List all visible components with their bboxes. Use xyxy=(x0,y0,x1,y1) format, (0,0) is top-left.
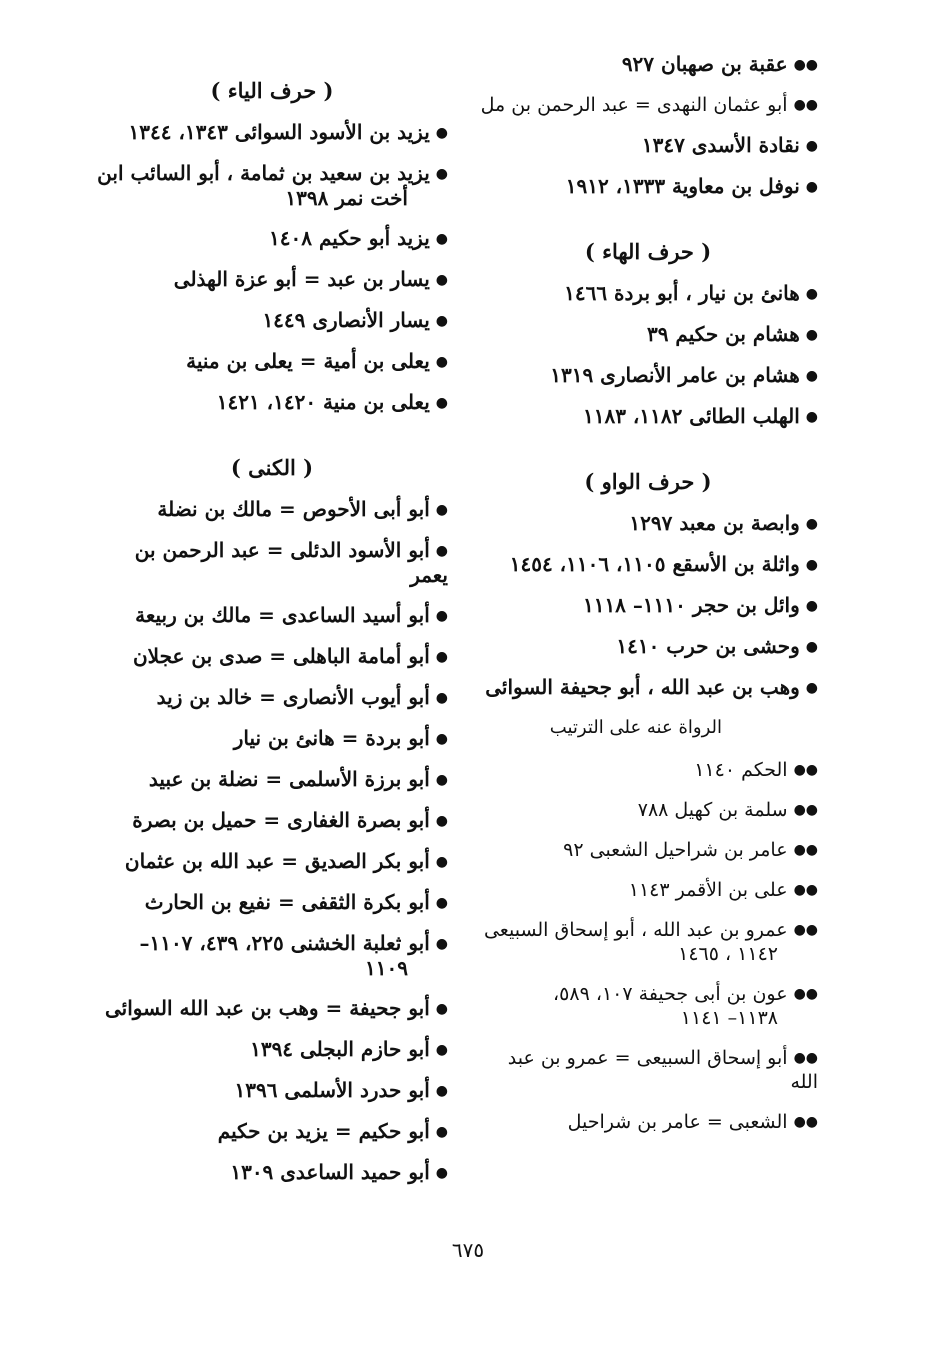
entry-text: أبو بردة = هانئ بن نيار xyxy=(233,726,430,750)
entry-text: الحكم ١١٤٠ xyxy=(694,759,788,781)
entry-text: عون بن أبى جحيفة ١٠٧، ٥٨٩، xyxy=(553,983,788,1005)
index-entry xyxy=(96,644,448,669)
page-number: ٦٧٥ xyxy=(451,1238,485,1262)
left-column xyxy=(96,52,448,1201)
bullet-icon: ● xyxy=(805,598,818,614)
bullet-icon: ●● xyxy=(793,762,818,778)
index-entry xyxy=(96,685,448,710)
index-entry xyxy=(96,726,448,751)
index-entry xyxy=(478,593,818,618)
bullet-icon: ● xyxy=(805,179,818,195)
index-entry xyxy=(478,174,818,199)
index-entry xyxy=(478,634,818,659)
entry-text: يعلى بن منية ١٤٢٠، ١٤٢١ xyxy=(216,390,430,414)
section-heading-waw: ( حرف الواو ) xyxy=(584,469,712,494)
bullet-icon: ● xyxy=(805,138,818,154)
entry-text: أبو بكر الصديق = عبد الله بن عثمان xyxy=(124,849,430,873)
bullet-icon: ● xyxy=(435,1001,448,1017)
entry-text: عمرو بن عبد الله ، أبو إسحاق السبيعى xyxy=(483,919,788,941)
index-entry xyxy=(96,1037,448,1062)
narrator-entry xyxy=(478,1110,818,1134)
index-entry xyxy=(96,996,448,1021)
entry-text: أبو برزة الأسلمى = نضلة بن عبيد xyxy=(148,767,430,791)
entry-text: نوفل بن معاوية ١٣٣٣، ١٩١٢ xyxy=(565,174,800,198)
entry-text: أبو حكيم = يزيد بن حكيم xyxy=(217,1119,430,1143)
bullet-icon: ● xyxy=(435,813,448,829)
bullet-icon: ● xyxy=(805,327,818,343)
index-entry xyxy=(96,931,448,980)
entry-continuation: أخت نمر ١٣٩٨ xyxy=(285,186,408,210)
index-entry xyxy=(96,767,448,792)
entry-text: أبو عثمان النهدى = عبد الرحمن بن مل xyxy=(480,94,788,116)
entry-text: على بن الأقمر ١١٤٣ xyxy=(628,879,788,901)
entry-text: يعلى بن أمية = يعلى بن منية xyxy=(186,349,430,373)
index-entry xyxy=(478,675,818,700)
section-heading-kuna: ( الكنى ) xyxy=(230,455,314,480)
bullet-icon: ● xyxy=(805,639,818,655)
bullet-icon: ● xyxy=(435,231,448,247)
bullet-icon: ● xyxy=(435,854,448,870)
bullet-icon: ● xyxy=(435,272,448,288)
index-entry xyxy=(96,1119,448,1144)
bullet-icon: ●● xyxy=(793,986,818,1002)
bullet-icon: ● xyxy=(805,409,818,425)
entry-text: أبو أمامة الباهلى = صدى بن عجلان xyxy=(132,644,430,668)
entry-text: هشام بن حكيم ٣٩ xyxy=(646,322,800,346)
index-entry xyxy=(478,511,818,536)
bullet-icon: ●● xyxy=(793,842,818,858)
index-entry xyxy=(478,552,818,577)
entry-text: أبو جحيفة = وهب بن عبد الله السوائى xyxy=(104,996,430,1020)
index-entry xyxy=(96,308,448,333)
entry-text: أبو حدرد الأسلمى ١٣٩٦ xyxy=(234,1078,430,1102)
narrators-note: الرواة عنه على الترتيب xyxy=(549,717,722,738)
entry-continuation: ١١٣٨– ١١٤١ xyxy=(680,1007,778,1029)
bullet-icon: ●● xyxy=(793,1114,818,1130)
index-entry xyxy=(478,322,818,347)
bullet-icon: ● xyxy=(435,608,448,624)
entry-text: أبو حازم البجلى ١٣٩٤ xyxy=(250,1037,430,1061)
bullet-icon: ● xyxy=(435,313,448,329)
index-entry xyxy=(478,281,818,306)
index-entry xyxy=(96,349,448,374)
index-entry xyxy=(96,267,448,292)
entry-text: عامر بن شراحيل الشعبى ٩٢ xyxy=(563,839,788,861)
bullet-icon: ● xyxy=(435,502,448,518)
entry-text: يسار الأنصارى ١٤٤٩ xyxy=(262,308,430,332)
entry-text: يزيد أبو حكيم ١٤٠٨ xyxy=(269,226,430,250)
bullet-icon: ●● xyxy=(793,1050,818,1066)
narrator-entry xyxy=(478,982,818,1030)
index-entry xyxy=(96,1160,448,1185)
index-entry xyxy=(478,133,818,158)
index-entry xyxy=(96,538,448,587)
index-entry xyxy=(478,404,818,429)
narrator-entry xyxy=(478,918,818,966)
bullet-icon: ● xyxy=(805,557,818,573)
index-entry xyxy=(96,890,448,915)
entry-text: أبو الأسود الدئلى = عبد الرحمن بن يعمر xyxy=(134,538,448,587)
entry-text: أبو أسيد الساعدى = مالك بن ربيعة xyxy=(135,603,430,627)
entry-text: وهب بن عبد الله ، أبو جحيفة السوائى xyxy=(485,675,800,699)
bullet-icon: ●● xyxy=(793,802,818,818)
bullet-icon: ● xyxy=(435,772,448,788)
bullet-icon: ● xyxy=(435,166,448,182)
entry-text: أبو حميد الساعدى ١٣٠٩ xyxy=(230,1160,430,1184)
bullet-icon: ●● xyxy=(793,882,818,898)
entry-text: الهلب الطائى ١١٨٢، ١١٨٣ xyxy=(582,404,800,428)
entry-text: أبو أيوب الأنصارى = خالد بن زيد xyxy=(156,685,430,709)
index-entry xyxy=(96,849,448,874)
index-entry xyxy=(478,93,818,117)
bullet-icon: ●● xyxy=(793,97,818,113)
entry-text: وحشى بن حرب ١٤١٠ xyxy=(616,634,800,658)
bullet-icon: ● xyxy=(805,516,818,532)
bullet-icon: ● xyxy=(435,1124,448,1140)
bullet-icon: ● xyxy=(435,543,448,559)
entry-text: هشام بن عامر الأنصارى ١٣١٩ xyxy=(550,363,800,387)
index-entry xyxy=(96,1078,448,1103)
narrator-entry xyxy=(478,878,818,902)
bullet-icon: ● xyxy=(435,936,448,952)
bullet-icon: ●● xyxy=(793,922,818,938)
bullet-icon: ● xyxy=(435,731,448,747)
index-entry xyxy=(96,603,448,628)
entry-text: أبو أبى الأحوص = مالك بن نضلة xyxy=(157,497,430,521)
entry-text: واثلة بن الأسقع ١١٠٥، ١١٠٦، ١٤٥٤ xyxy=(509,552,800,576)
bullet-icon: ● xyxy=(435,1165,448,1181)
section-heading-ya: ( حرف الياء ) xyxy=(210,78,334,103)
bullet-icon: ●● xyxy=(793,57,818,73)
entry-text: أبو بصرة الغفارى = حميل بن بصرة xyxy=(132,808,430,832)
narrator-entry xyxy=(478,838,818,862)
bullet-icon: ● xyxy=(435,895,448,911)
index-entry xyxy=(96,161,448,210)
bullet-icon: ● xyxy=(435,649,448,665)
entry-text: أبو ثعلبة الخشنى ٢٢٥، ٤٣٩، ١١٠٧– xyxy=(139,931,430,955)
right-column xyxy=(478,52,818,1150)
bullet-icon: ● xyxy=(435,1083,448,1099)
entry-text: وائل بن حجر ١١١٠– ١١١٨ xyxy=(582,593,800,617)
entry-text: هانئ بن نيار ، أبو بردة ١٤٦٦ xyxy=(564,281,800,305)
entry-text: عقبة بن صهبان ٩٢٧ xyxy=(621,52,788,76)
entry-text: نقادة الأسدى ١٣٤٧ xyxy=(641,133,800,157)
index-entry xyxy=(96,226,448,251)
bullet-icon: ● xyxy=(435,690,448,706)
entry-text: سلمة بن كهيل ٧٨٨ xyxy=(637,799,788,821)
narrator-entry xyxy=(478,798,818,822)
index-entry xyxy=(96,390,448,415)
entry-text: أبو إسحاق السبيعى = عمرو بن عبد الله xyxy=(507,1047,818,1093)
entry-text: يزيد بن الأسود السوائى ١٣٤٣، ١٣٤٤ xyxy=(128,120,430,144)
entry-text: أبو بكرة الثقفى = نفيع بن الحارث xyxy=(144,890,430,914)
bullet-icon: ● xyxy=(435,1042,448,1058)
bullet-icon: ● xyxy=(805,368,818,384)
index-entry xyxy=(96,120,448,145)
entry-continuation: ١١٠٩ xyxy=(365,956,408,980)
bullet-icon: ● xyxy=(435,125,448,141)
narrator-entry xyxy=(478,758,818,782)
section-heading-ha: ( حرف الهاء ) xyxy=(584,239,712,264)
narrator-entry xyxy=(478,1046,818,1094)
bullet-icon: ● xyxy=(805,680,818,696)
entry-text: الشعبى = عامر بن شراحيل xyxy=(567,1111,788,1133)
bullet-icon: ● xyxy=(435,354,448,370)
entry-text: وابصة بن معبد ١٢٩٧ xyxy=(629,511,800,535)
entry-text: يسار بن عبد = أبو عزة الهذلى xyxy=(173,267,430,291)
entry-text: يزيد بن سعيد بن ثمامة ، أبو السائب ابن xyxy=(97,161,430,185)
index-entry xyxy=(96,808,448,833)
index-entry xyxy=(96,497,448,522)
bullet-icon: ● xyxy=(435,395,448,411)
index-entry xyxy=(478,52,818,77)
index-entry xyxy=(478,363,818,388)
entry-continuation: ١١٤٢ ، ١٤٦٥ xyxy=(678,943,778,965)
bullet-icon: ● xyxy=(805,286,818,302)
